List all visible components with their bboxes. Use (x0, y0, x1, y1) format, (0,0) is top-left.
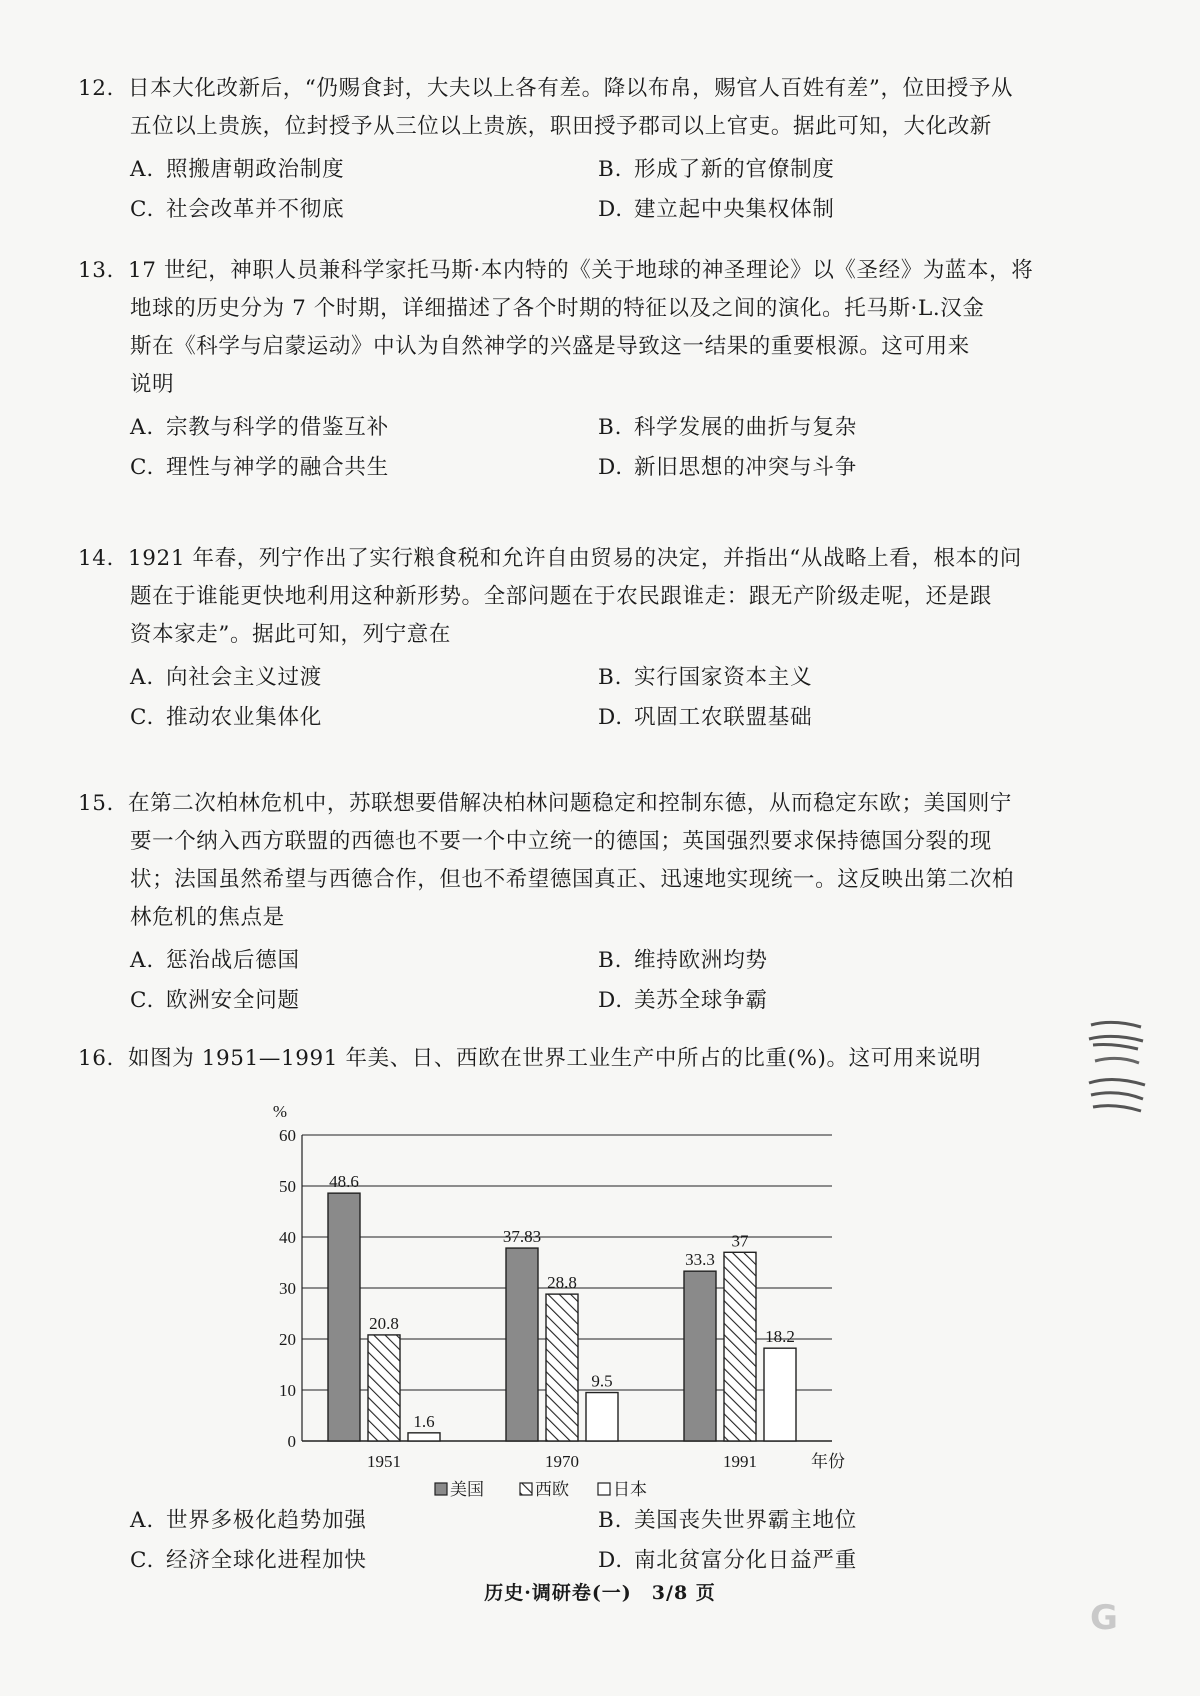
option-letter: A. (130, 665, 154, 690)
option-b[interactable] (598, 408, 857, 448)
bar-西欧 (368, 1335, 400, 1441)
option-text: 世界多极化趋势加强 (166, 1508, 367, 1533)
option-letter: B. (598, 415, 623, 440)
data-label: 48.6 (329, 1172, 359, 1192)
data-label: 20.8 (369, 1313, 399, 1333)
option-letter: C. (130, 455, 155, 480)
option-text: 南北贫富分化日益严重 (634, 1548, 858, 1573)
option-letter: A. (130, 948, 154, 973)
data-label: 33.3 (685, 1250, 715, 1270)
option-text: 照搬唐朝政治制度 (166, 157, 345, 182)
options (78, 1501, 1090, 1581)
option-c[interactable] (130, 1541, 367, 1581)
bar-美国 (684, 1271, 716, 1441)
option-text: 欧洲安全问题 (166, 988, 300, 1013)
stem-line: 斯在《科学与启蒙运动》中认为自然神学的兴盛是导致这一结果的重要根源。这可用来 (130, 334, 970, 359)
bar-chart (270, 1085, 930, 1545)
option-c[interactable] (130, 448, 389, 488)
question-stem (78, 252, 1090, 404)
option-text: 科学发展的曲折与复杂 (634, 415, 858, 440)
stem-line: 状；法国虽然希望与西德合作，但也不希望德国真正、迅速地实现统一。这反映出第二次柏 (130, 867, 1015, 892)
option-b[interactable] (598, 658, 812, 698)
option-text: 经济全球化进程加快 (166, 1548, 367, 1573)
option-b[interactable] (598, 941, 768, 981)
stem-line: 1921 年春，列宁作出了实行粮食税和允许自由贸易的决定，并指出“从战略上看，根本的问 (128, 546, 1022, 571)
option-text: 理性与神学的融合共生 (166, 455, 390, 480)
options (78, 941, 1090, 1021)
y-tick-label: 10 (279, 1381, 296, 1400)
question-stem (78, 785, 1090, 937)
question-number: 16. (78, 1046, 114, 1071)
stem-line: 地球的历史分为 7 个时期，详细描述了各个时期的特征以及之间的演化。托马斯·L.汉金 (130, 296, 985, 321)
data-label: 37.83 (502, 1227, 542, 1247)
data-label: 9.5 (591, 1371, 613, 1391)
question-14 (78, 540, 1090, 738)
question-stem (78, 540, 1090, 654)
option-c[interactable] (130, 190, 344, 230)
page-footer: 历史·调研卷(一) 3/8 页 (484, 1582, 716, 1604)
question-12 (78, 70, 1090, 230)
option-text: 推动农业集体化 (166, 705, 323, 730)
bar-日本 (764, 1348, 796, 1441)
option-letter: A. (130, 157, 154, 182)
option-letter: C. (130, 705, 155, 730)
corner-mark: G (1090, 1598, 1118, 1638)
option-c[interactable] (130, 981, 300, 1021)
option-a[interactable] (130, 1501, 367, 1541)
legend-label: 西欧 (535, 1480, 569, 1499)
question-number: 14. (78, 546, 114, 571)
stem-line: 17 世纪，神职人员兼科学家托马斯·本内特的《关于地球的神圣理论》以《圣经》为蓝本，将 (128, 258, 1034, 283)
option-d[interactable] (598, 1541, 857, 1581)
y-tick-label: 0 (287, 1432, 296, 1451)
option-d[interactable] (598, 448, 857, 488)
data-label: 18.2 (765, 1327, 795, 1347)
bar-西欧 (546, 1294, 578, 1441)
legend-swatch (435, 1483, 447, 1495)
option-letter: D. (598, 197, 623, 222)
option-d[interactable] (598, 190, 835, 230)
question-number: 12. (78, 76, 114, 101)
stem-line: 说明 (130, 372, 175, 397)
x-tick-label: 1951 (367, 1452, 401, 1471)
option-letter: D. (598, 1548, 623, 1573)
option-text: 宗教与科学的借鉴互补 (166, 415, 390, 440)
question-number: 13. (78, 258, 114, 283)
y-axis-label: % (272, 1102, 288, 1121)
data-label: 28.8 (547, 1273, 577, 1293)
options (78, 658, 1090, 738)
stem-line: 在第二次柏林危机中，苏联想要借解决柏林问题稳定和控制东德，从而稳定东欧；美国则宁 (128, 791, 1013, 816)
option-letter: C. (130, 1548, 155, 1573)
option-text: 形成了新的官僚制度 (634, 157, 835, 182)
y-tick-label: 30 (279, 1279, 296, 1298)
stem-line: 日本大化改新后，“仍赐食封，大夫以上各有差。降以布帛，赐官人百姓有差”，位田授予从 (128, 76, 1014, 101)
option-b[interactable] (598, 150, 835, 190)
option-letter: D. (598, 705, 623, 730)
option-text: 美苏全球争霸 (634, 988, 768, 1013)
y-tick-label: 60 (279, 1126, 296, 1145)
handwritten-mark (1083, 1015, 1153, 1125)
bar-日本 (408, 1433, 440, 1441)
option-letter: B. (598, 665, 623, 690)
x-axis-label: 年份 (811, 1452, 845, 1471)
option-text: 巩固工农联盟基础 (634, 705, 813, 730)
question-number: 15. (78, 791, 114, 816)
x-tick-label: 1970 (545, 1452, 579, 1471)
option-letter: B. (598, 157, 623, 182)
option-c[interactable] (130, 698, 322, 738)
bar-日本 (586, 1393, 618, 1441)
question-16-options-wrap (78, 1497, 1090, 1581)
question-stem (78, 70, 1090, 146)
x-tick-label: 1991 (723, 1452, 757, 1471)
option-letter: B. (598, 1508, 623, 1533)
legend-label: 日本 (613, 1480, 647, 1499)
data-label: 37 (731, 1231, 749, 1251)
option-a[interactable] (130, 408, 389, 448)
legend-swatch (598, 1483, 610, 1495)
option-letter: D. (598, 988, 623, 1013)
option-text: 维持欧洲均势 (634, 948, 768, 973)
stem-line: 如图为 1951—1991 年美、日、西欧在世界工业生产中所占的比重(%)。这可用来说明 (128, 1046, 982, 1071)
bar-西欧 (724, 1252, 756, 1441)
y-tick-label: 20 (279, 1330, 296, 1349)
option-letter: A. (130, 1508, 154, 1533)
stem-line: 要一个纳入西方联盟的西德也不要一个中立统一的德国；英国强烈要求保持德国分裂的现 (130, 829, 992, 854)
stem-line: 资本家走”。据此可知，列宁意在 (130, 622, 451, 647)
stem-line: 五位以上贵族，位封授予从三位以上贵族，职田授予郡司以上官吏。据此可知，大化改新 (130, 114, 992, 139)
question-15 (78, 785, 1090, 1021)
option-text: 美国丧失世界霸主地位 (634, 1508, 858, 1533)
options (78, 408, 1090, 488)
option-d[interactable] (598, 981, 768, 1021)
option-letter: D. (598, 455, 623, 480)
question-16 (78, 1040, 1090, 1078)
data-label: 1.6 (413, 1411, 435, 1431)
legend-label: 美国 (450, 1480, 484, 1499)
y-tick-label: 40 (279, 1228, 296, 1247)
option-a[interactable] (130, 150, 344, 190)
option-a[interactable] (130, 941, 300, 981)
option-d[interactable] (598, 698, 812, 738)
option-letter: C. (130, 988, 155, 1013)
y-tick-label: 50 (279, 1177, 296, 1196)
option-letter: A. (130, 415, 154, 440)
option-text: 惩治战后德国 (166, 948, 300, 973)
legend-swatch (520, 1483, 532, 1495)
option-letter: C. (130, 197, 155, 222)
stem-line: 题在于谁能更快地利用这种新形势。全部问题在于农民跟谁走：跟无产阶级走呢，还是跟 (130, 584, 992, 609)
option-text: 实行国家资本主义 (634, 665, 813, 690)
option-b[interactable] (598, 1501, 857, 1541)
bar-美国 (506, 1248, 538, 1441)
option-text: 新旧思想的冲突与斗争 (634, 455, 858, 480)
bar-美国 (328, 1193, 360, 1441)
options (78, 150, 1090, 230)
option-text: 社会改革并不彻底 (166, 197, 345, 222)
option-letter: B. (598, 948, 623, 973)
stem-line: 林危机的焦点是 (130, 905, 285, 930)
option-text: 建立起中央集权体制 (634, 197, 835, 222)
option-text: 向社会主义过渡 (166, 665, 323, 690)
question-13 (78, 252, 1090, 488)
question-stem (78, 1040, 1090, 1078)
option-a[interactable] (130, 658, 322, 698)
